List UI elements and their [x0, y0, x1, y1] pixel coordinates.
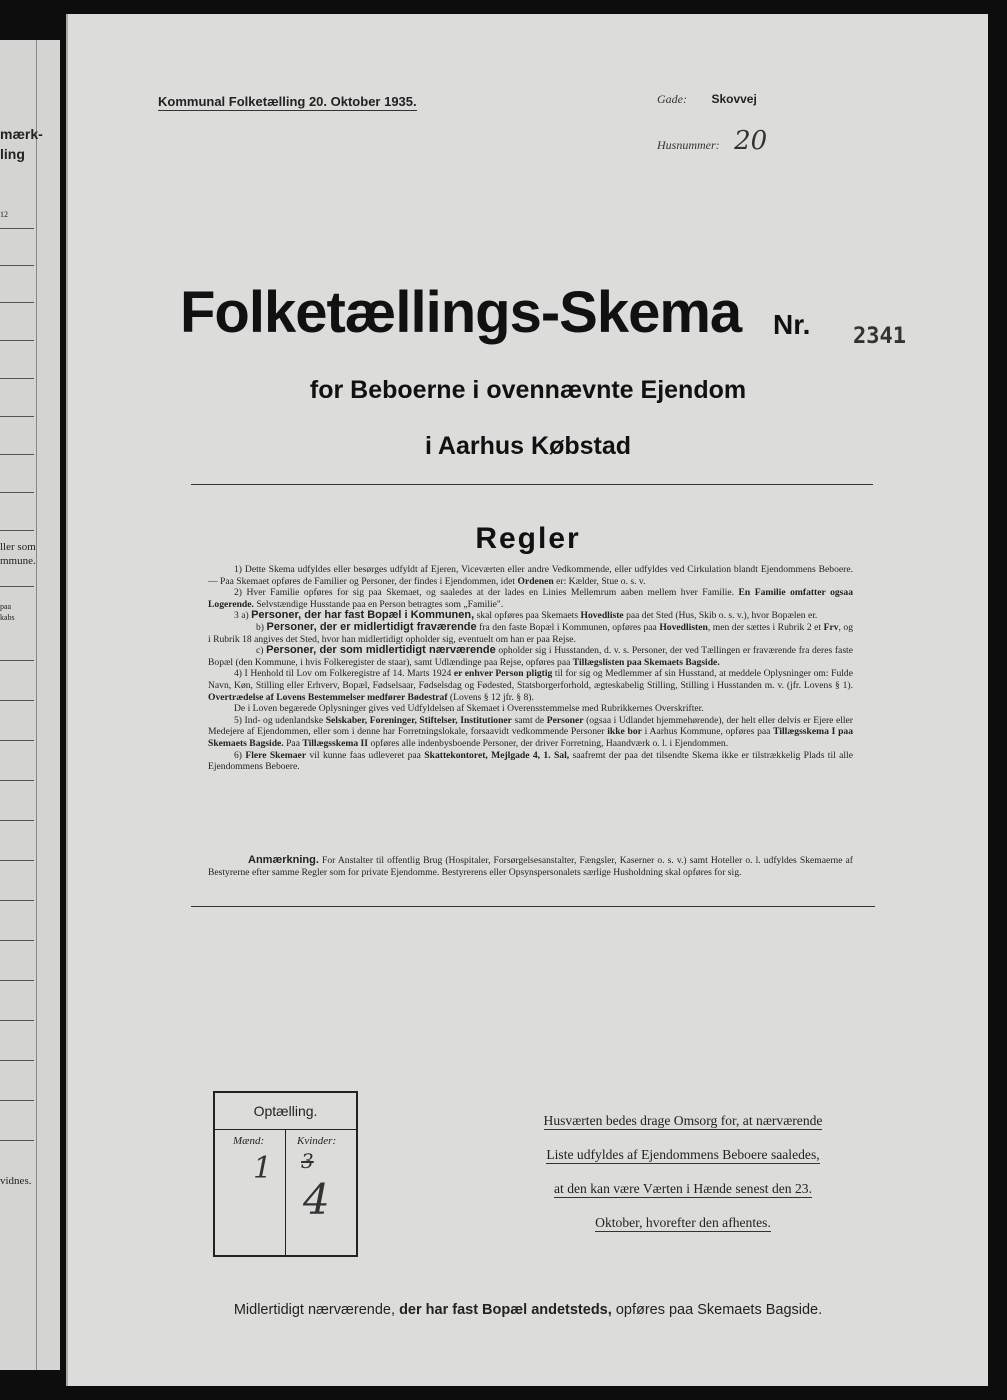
left-page-rule	[0, 265, 34, 266]
divider-top	[191, 484, 873, 485]
husnummer-value: 20	[734, 126, 768, 156]
form-title: Folketællings-Skema	[180, 280, 742, 345]
regler-title: Regler	[475, 522, 581, 555]
husnummer-row	[657, 126, 767, 156]
left-page-fragment: 12	[0, 210, 8, 219]
left-page-fragment: ling	[0, 146, 25, 162]
anmaerkning-label: Anmærkning.	[248, 854, 319, 866]
husvaert-notice	[508, 1106, 858, 1242]
left-page-rule	[0, 660, 34, 661]
anmaerkning-text: For Anstalter til offentlig Brug (Hospitaler, Forsørgelsesanstalter, Fængsler, Kaserner o. s. v.) samt Hoteller o. l. udfyldes Skemaerne af Bestyrerne efter samme Regler som for private Ejendomme. Bestyrerens eller Opsynspersonalets særlige Husholdning skal opføres for sig.	[208, 855, 853, 878]
left-page-rule	[0, 1020, 34, 1021]
notice-line: Oktober, hvorefter den afhentes.	[595, 1215, 771, 1230]
rule-4: 4) I Henhold til Lov om Folkeregistre af 14. Marts 1924 er enhver Person pligtig til for sig og Medlemmer af sin Husstand, at meddele Oplysninger om: Fulde Navn, Køn, Stilling eller Erhverv, Bopæl, Fødselsaar, Fødselsdag og Fødested, Statsborgerforhold, ægteskabelig Stilling, Stilling i Husstanden m. v. (jfr. Lovens § 1). Overtrædelse af Lovens Bestemmelser medfører Bødestraf (Lovens § 12 jfr. § 8).	[208, 668, 853, 703]
left-page-rule	[0, 492, 34, 493]
left-page-rule	[0, 740, 34, 741]
rule-3a: 3 a) Personer, der har fast Bopæl i Kommunen, skal opføres paa Skemaets Hovedliste paa det Sted (Hus, Skib o. s. v.), hvor Bopælen er.	[234, 609, 818, 622]
left-page-rule	[0, 302, 34, 303]
notice-line: Husværten bedes drage Omsorg for, at nærværende	[543, 1113, 823, 1128]
rules-text	[208, 564, 853, 773]
left-page-rule	[0, 980, 34, 981]
census-form-page	[66, 14, 988, 1386]
left-page-rule	[0, 700, 34, 701]
left-page-rule	[0, 530, 34, 531]
footer-note: Midlertidigt nærværende, der har fast Bopæl andetsteds, opføres paa Skemaets Bagside.	[233, 1302, 823, 1318]
left-page-rule	[0, 1060, 34, 1061]
left-page-strip	[0, 40, 60, 1370]
optaelling-divider	[285, 1130, 286, 1255]
rule-1: 1) Dette Skema udfyldes eller besørges udfyldt af Ejeren, Viceværten eller andre Vedkommende, eller udfyldes ved Cirkulation blandt Ejendommens Beboere. — Paa Skemaet opføres de Familier og Personer, der findes i Ejendommen, idet Ordenen er: Kælder, Stue o. s. v.	[208, 564, 853, 587]
rule-3c: c) Personer, der som midlertidigt nærværende opholder sig i Husstanden, d. v. s. Personer, der ved Tællingen er fraværende fra deres faste Bopæl (den Kommune, i hvis Folkeregister de staar), samt Udlændinge paa Rejse, opføres paa Tillægslisten paa Skemaets Bagside.	[208, 644, 853, 668]
left-page-rule	[0, 586, 34, 587]
left-page-rule	[0, 820, 34, 821]
rule-5: 5) Ind- og udenlandske Selskaber, Foreninger, Stiftelser, Institutioner samt de Personer (ogsaa i Udlandet hjemmehørende), der helt eller delvis er Ejere eller Medejere af Ejendommen, eller som i denne har Forretningslokale, forsaavidt vedkommende Personer ikke bor i Aarhus Kommune, opføres paa Tillægsskema I paa Skemaets Bagside. Paa Tillægsskema II opføres alle indenbysboende Personer, der driver Forretning, Haandværk o. l. i Ejendommen.	[208, 714, 854, 749]
maend-value: 1	[253, 1151, 273, 1186]
left-page-fragment: mmune.	[0, 555, 36, 567]
left-page-fragment: vidnes.	[0, 1175, 32, 1187]
kvinder-value: 4	[303, 1175, 330, 1224]
left-page-fragment: ller som	[0, 541, 36, 553]
anmaerkning-note	[208, 854, 853, 879]
divider-bottom	[191, 906, 875, 907]
husnummer-label: Husnummer:	[657, 138, 720, 152]
left-page-fragment: paa	[0, 602, 12, 611]
nr-value: 2341	[853, 324, 906, 349]
maend-label: Mænd:	[233, 1135, 265, 1147]
subtitle-aarhus: i Aarhus Købstad	[424, 432, 632, 460]
gade-label: Gade:	[657, 92, 687, 106]
optaelling-box	[213, 1091, 358, 1257]
left-page-rule	[0, 860, 34, 861]
notice-line: at den kan være Værten i Hænde senest den 23.	[554, 1181, 812, 1196]
left-page-rule	[0, 1140, 34, 1141]
left-page-margin-line	[36, 40, 37, 1370]
left-page-rule	[0, 454, 34, 455]
left-page-rule	[0, 940, 34, 941]
subtitle-beboerne: for Beboerne i ovennævnte Ejendom	[309, 376, 747, 404]
census-header: Kommunal Folketælling 20. Oktober 1935.	[158, 94, 417, 109]
kvinder-value-struck: 3	[301, 1149, 314, 1173]
left-page-rule	[0, 1100, 34, 1101]
left-page-rule	[0, 228, 34, 229]
rule-6: 6) Flere Skemaer vil kunne faas udleveret paa Skattekontoret, Mejlgade 4, 1. Sal, saafremt der paa det tilsendte Skema ikke er tilstrækkelig Plads til alle Ejendommens Beboere.	[208, 749, 853, 773]
gade-value: Skovvej	[711, 92, 757, 106]
left-page-rule	[0, 378, 34, 379]
left-page-rule	[0, 340, 34, 341]
left-page-fragment: mærk-	[0, 126, 43, 142]
kvinder-label: Kvinder:	[297, 1135, 337, 1147]
notice-line: Liste udfyldes af Ejendommens Beboere saaledes,	[546, 1147, 820, 1162]
rule-2: 2) Hver Familie opføres for sig paa Skemaet, og saaledes at der lades en Linies Mellemrum aaben mellem hver Familie. En Familie omfatter ogsaa Logerende. Selvstændige Husstande paa en Person betragtes som „Familie".	[208, 587, 853, 610]
nr-label: Nr.	[773, 309, 811, 340]
rule-4b: De i Loven begærede Oplysninger gives ved Udfyldelsen af Skemaet i Overensstemmelse med Rubrikkernes Overskrifter.	[234, 703, 704, 715]
optaelling-title: Optælling.	[215, 1093, 356, 1130]
rule-3b: b) Personer, der er midlertidigt fraværende fra den faste Bopæl i Kommunen, opføres paa Hovedlisten, men der sættes i Rubrik 2 et Frv, og i Rubrik 18 angives det Sted, hvor han midlertidigt opholder sig, eventuelt om han er paa Rejse.	[208, 620, 854, 645]
left-page-rule	[0, 900, 34, 901]
left-page-rule	[0, 780, 34, 781]
left-page-fragment: kabs	[0, 613, 15, 622]
left-page-rule	[0, 416, 34, 417]
gade-row	[657, 90, 757, 108]
